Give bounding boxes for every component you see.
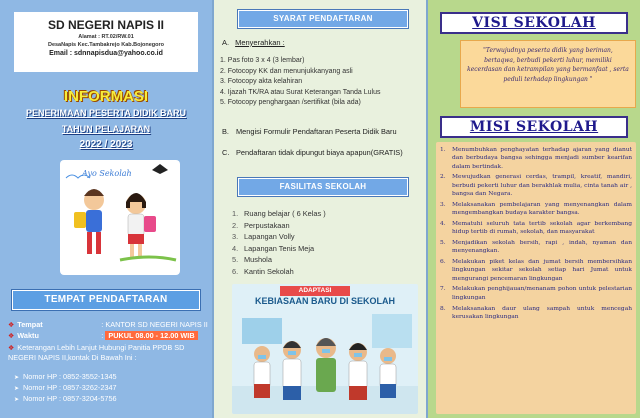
arrow-bullet-icon: ➤ bbox=[14, 375, 20, 381]
misi-title-card bbox=[440, 116, 628, 138]
place-banner: TEMPAT PENDAFTARAN bbox=[12, 290, 200, 310]
visi-text: "Terwujudnya peserta didik yang beriman, bertaqwa, berbudi pekerti luhur, memiliki kecerdasan dan ketrampilan yang bermanfaat , serta peduli terhadap lingkungan " bbox=[460, 40, 636, 108]
visi-title-card bbox=[440, 12, 628, 34]
arrow-bullet-icon: ➤ bbox=[14, 397, 20, 403]
list-item: 3. Fotocopy akta kelahiran bbox=[220, 78, 303, 85]
more-info-row bbox=[8, 343, 208, 362]
time-row: ❖ Waktu : PUKUL 08.00 - 12.00 WIB bbox=[8, 331, 198, 341]
list-item: 4. Lapangan Tenis Meja bbox=[232, 243, 315, 253]
misi-list bbox=[436, 142, 636, 414]
section-a-label: Menyerahkan : bbox=[235, 38, 285, 47]
info-line-2: TAHUN PELAJARAN bbox=[61, 124, 151, 134]
section-b-text: Mengisi Formulir Pendaftaran Peserta Didik Baru bbox=[236, 127, 397, 136]
section-a-key: A. bbox=[222, 38, 230, 47]
list-item: 5. Mushola bbox=[232, 255, 272, 264]
bullet-icon: ❖ bbox=[8, 333, 15, 340]
list-item: 2. Fotocopy KK dan menunjukkanyang asli bbox=[220, 67, 353, 75]
list-item: 3. Melaksanakan pembelajaran yang menyenangkan dalam mengembangkan budaya karakter bangsa. bbox=[440, 201, 632, 217]
requirements-banner: SYARAT PENDAFTARAN bbox=[238, 10, 408, 28]
left-panel bbox=[0, 0, 212, 418]
list-item: 1. Ruang belajar ( 6 Kelas ) bbox=[232, 209, 326, 218]
phone-item: ➤ Nomor HP : 0852-3552-1345 bbox=[14, 372, 117, 381]
phone-item: ➤ Nomor HP : 0857-3204-5756 bbox=[14, 394, 117, 403]
time-value: PUKUL 08.00 - 12.00 WIB bbox=[105, 331, 197, 340]
info-title: INFORMASI bbox=[63, 88, 149, 105]
section-c-text: Pendaftaran tidak dipungut biaya apapun(GRATIS) bbox=[236, 148, 403, 157]
phone-item: ➤ Nomor HP : 0857-3262-2347 bbox=[14, 383, 117, 392]
more-info-text: Keterangan Lebih Lanjut Hubungi Panitia PPDB SD NEGERI NAPIS II,kontak Di Bawah Ini : bbox=[8, 343, 185, 362]
school-header-card bbox=[14, 12, 198, 72]
right-panel bbox=[428, 0, 640, 418]
adaptation-poster bbox=[232, 284, 418, 414]
list-item: 6. Kantin Sekolah bbox=[232, 266, 294, 276]
illustration-caption: Ayo Sekolah bbox=[82, 169, 132, 178]
list-item: 8. Melaksanakan daur ulang sampah untuk mencegah kerusakan lingkungan bbox=[440, 305, 632, 320]
list-item: 1. Menumbuhkan penghayatan terhadap ajaran yang dianut dan berbudaya bangsa sehingga menjadi sumber kearifan dalam bertindak. bbox=[440, 147, 632, 170]
list-item: 7. Melakukan penghijauan/menanam pohon untuk pelestarian lingkungan bbox=[440, 286, 632, 301]
bullet-icon: ❖ bbox=[8, 345, 15, 352]
list-item: 3. Lapangan Volly bbox=[232, 232, 295, 241]
list-item: 2. Perpustakaan bbox=[232, 220, 290, 230]
children-illustration bbox=[60, 160, 180, 275]
address-line-1: Alamat : RT.02/RW.01 bbox=[78, 34, 134, 40]
place-row bbox=[8, 320, 208, 330]
adapt-title: KEBIASAAN BARU DI SEKOLAH bbox=[254, 296, 395, 306]
address-line-2: DesaNapis Kec.Tambakrejo Kab.Bojonegoro bbox=[47, 42, 165, 48]
bullet-icon: ❖ bbox=[8, 322, 15, 329]
school-email: Email : sdnnapisdua@yahoo.co.id bbox=[49, 50, 163, 57]
arrow-bullet-icon: ➤ bbox=[14, 386, 20, 392]
list-item: 6. Melakukan piket kelas dan jumat bersih membersihkan lingkungan sekitar sekolah setiap hari Jumat untuk mengurangi pencemaran lingkungan bbox=[440, 259, 632, 282]
section-a-heading bbox=[222, 38, 285, 47]
list-item: 1. Pas foto 3 x 4 (3 lembar) bbox=[220, 57, 305, 64]
list-item: 5. Menjadikan sekolah bersih, rapi , indah, nyaman dan menyenangkan. bbox=[440, 239, 632, 255]
list-item: 2. Mewujudkan generasi cerdas, trampil, kreatif, mandiri, berbudi pekerti luhur dan berakhlak mulia, cinta tanah air , bangsa dan Negara. bbox=[440, 174, 632, 197]
list-item: 5. Fotocopy penghargaan /sertifikat (bila ada) bbox=[220, 99, 361, 106]
place-value: : KANTOR SD NEGERI NAPIS II bbox=[101, 320, 208, 329]
school-name: SD NEGERI NAPIS II bbox=[47, 18, 165, 32]
misi-title: MISI SEKOLAH bbox=[469, 119, 599, 135]
place-label: Tempat bbox=[17, 320, 43, 329]
info-line-3: 2022 / 2023 bbox=[79, 139, 133, 150]
requirements-list bbox=[220, 56, 380, 109]
section-c: C. Pendaftaran tidak dipungut biaya apapun(GRATIS) bbox=[222, 148, 403, 157]
adapt-ribbon: ADAPTASI bbox=[280, 286, 350, 296]
middle-panel bbox=[212, 0, 428, 418]
info-line-1: PENERIMAAN PESERTA DIDIK BARU bbox=[25, 108, 186, 118]
section-b: B. Mengisi Formulir Pendaftaran Peserta Didik Baru bbox=[222, 127, 397, 136]
facilities-list bbox=[232, 208, 326, 277]
list-item: 4. Ijazah TK/RA atau Surat Keterangan Tanda Lulus bbox=[220, 88, 381, 96]
list-item: 4. Mematuhi seluruh tata tertib sekolah agar berkembang hidup tertib di rumah, sekolah, dan masyarakat bbox=[440, 220, 632, 236]
time-label: Waktu bbox=[17, 331, 39, 340]
students-with-masks-illustration bbox=[232, 314, 418, 414]
visi-title: VISI SEKOLAH bbox=[472, 15, 596, 31]
facilities-banner: FASILITAS SEKOLAH bbox=[238, 178, 408, 196]
